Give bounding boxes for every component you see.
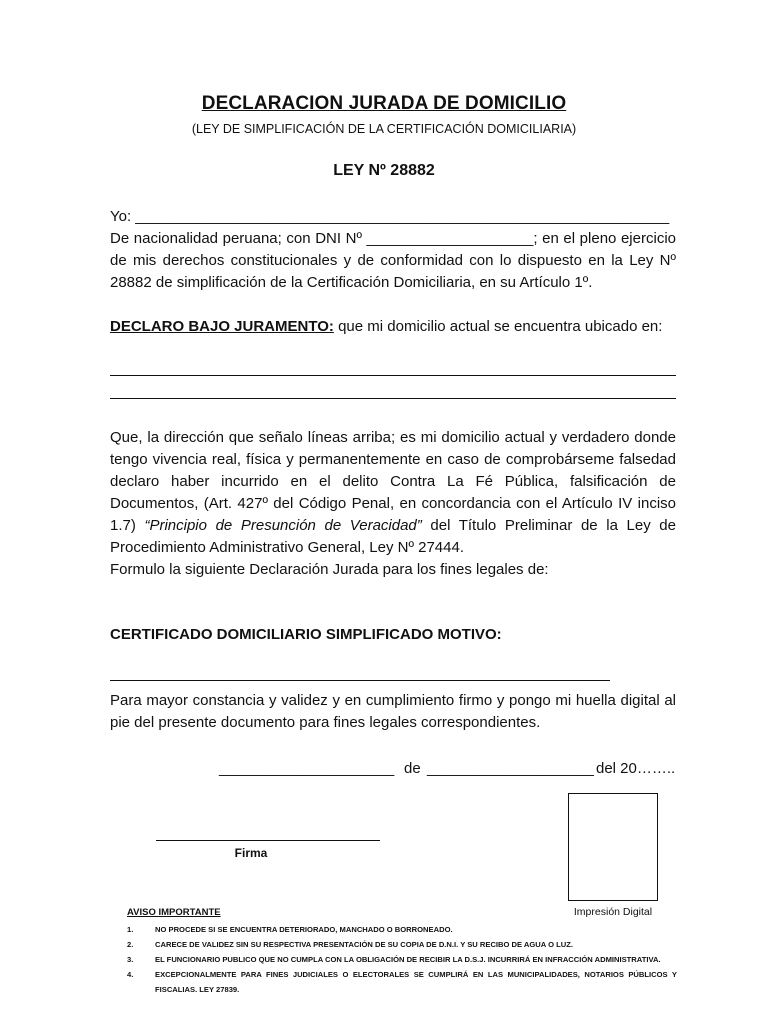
nationality-paragraph: De nacionalidad peruana; con DNI Nº ____________________; en el pleno ejercicio de mis derechos constitucionales y de conformidad con lo dispuesto en la Ley Nº 28882 de simplificación de la Certificación Domiciliaria, en su Artículo 1º.: [110, 230, 676, 291]
intro-block: [110, 206, 676, 294]
motivo-blank-line: [110, 680, 610, 681]
aviso-item-text: NO PROCEDE SI SE ENCUENTRA DETERIORADO, MANCHADO O BORRONEADO.: [155, 925, 453, 934]
yo-line: Yo: ________________________________________________________________: [110, 208, 670, 225]
aviso-item: [127, 952, 677, 967]
date-de: de: [404, 760, 421, 777]
signature-line: [156, 840, 380, 841]
motivo-label: CERTIFICADO DOMICILIARIO SIMPLIFICADO MOTIVO:: [110, 626, 502, 643]
aviso-item-text: EL FUNCIONARIO PUBLICO QUE NO CUMPLA CON LA OBLIGACIÓN DE RECIBIR LA D.S.J. INCURRIRÁ EN INFRACCIÓN ADMINISTRATIVA.: [155, 955, 661, 964]
year-text: del 20……..: [596, 760, 676, 777]
law-number: LEY Nº 28882: [333, 162, 435, 179]
address-blank-line-2: [110, 398, 676, 399]
aviso-item-text: EXCEPCIONALMENTE PARA FINES JUDICIALES O ELECTORALES SE CUMPLIRÁ EN LAS MUNICIPALIDADES, NOTARIOS PÚBLICOS Y FISCALIAS. LEY 27839.: [155, 970, 677, 994]
signature-label: Firma: [234, 846, 268, 860]
aviso-item-text: CARECE DE VALIDEZ SIN SU RESPECTIVA PRESENTACIÓN DE SU COPIA DE D.N.I. Y SU RECIBO DE AGUA O LUZ.: [155, 940, 573, 949]
statement-part1: Que, la dirección que señalo líneas arriba; es mi domicilio actual y verdadero donde tengo vivencia real, física y permanentemente en caso de comprobárseme falsedad declaro haber incurrido en el delito Contra La Fé Pública, falsificación de Documentos, (Art. 427º del Código Penal, en concordancia con el Artículo IV inciso 1.7): [110, 429, 676, 534]
document-subtitle: (LEY DE SIMPLIFICACIÓN DE LA CERTIFICACIÓN DOMICILIARIA): [191, 122, 577, 136]
address-blank-line-1: [110, 375, 676, 376]
declaration-label: DECLARO BAJO JURAMENTO:: [110, 318, 334, 335]
place-blank: _____________________: [219, 760, 395, 777]
aviso-item: [127, 922, 677, 937]
aviso-list: [127, 922, 677, 997]
aviso-item-number: 2.: [127, 940, 134, 949]
declaration-text: que mi domicilio actual se encuentra ubicado en:: [333, 318, 663, 335]
aviso-item-number: 1.: [127, 925, 134, 934]
declaration-block: [110, 316, 676, 338]
formulo-line: Formulo la siguiente Declaración Jurada para los fines legales de:: [110, 561, 549, 578]
month-blank: ____________________: [427, 760, 594, 777]
statement-part2: del Título Preliminar de la Ley de Procedimiento Administrativo General, Ley Nº 27444.: [110, 517, 676, 556]
aviso-title: AVISO IMPORTANTE: [127, 907, 221, 918]
fingerprint-box: [568, 793, 658, 901]
aviso-item: [127, 937, 677, 952]
statement-block: [110, 427, 676, 581]
fingerprint-label: Impresión Digital: [573, 906, 653, 918]
closing-paragraph: Para mayor constancia y validez y en cumplimiento firmo y pongo mi huella digital al pie del presente documento para fines legales correspondientes.: [110, 692, 676, 731]
aviso-item-number: 3.: [127, 955, 134, 964]
aviso-item-number: 4.: [127, 970, 134, 979]
aviso-item: [127, 967, 677, 997]
statement-italic: “Principio de Presunción de Veracidad”: [144, 517, 422, 534]
document-title: DECLARACION JURADA DE DOMICILIO: [201, 93, 567, 114]
